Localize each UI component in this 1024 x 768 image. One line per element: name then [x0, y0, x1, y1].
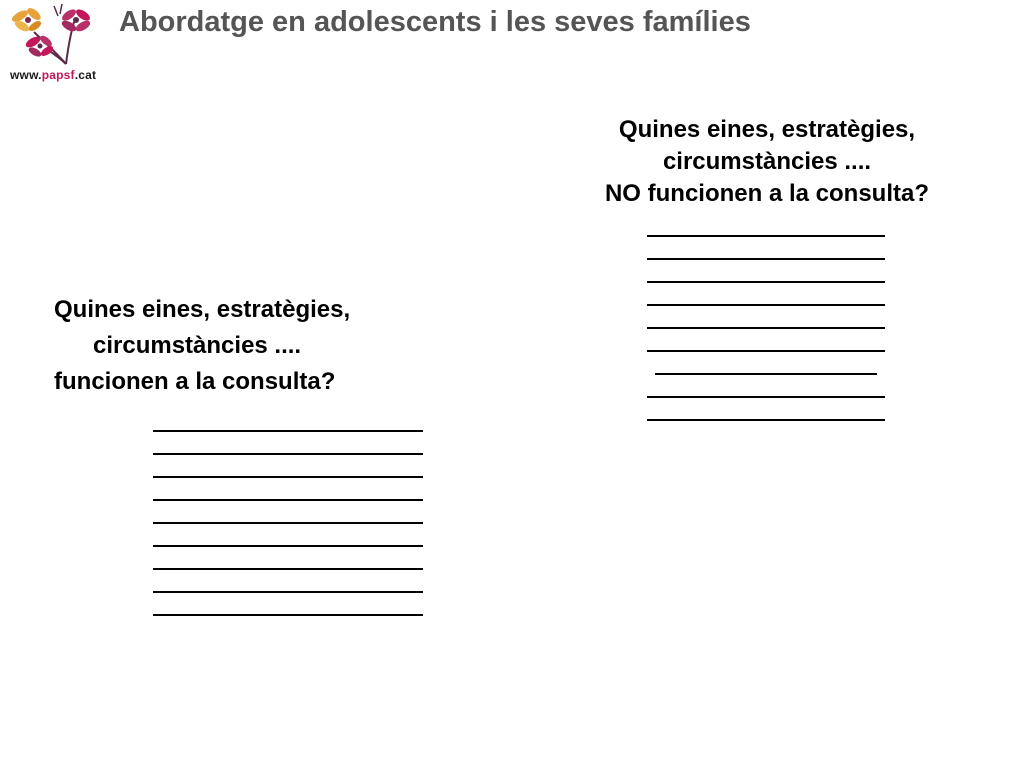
answer-line [647, 237, 885, 260]
answer-line [153, 478, 423, 501]
right-answer-lines [647, 214, 885, 421]
answer-line [647, 214, 885, 237]
answer-line [153, 593, 423, 616]
slide-title: Abordatge en adolescents i les seves famílies [119, 6, 751, 38]
logo-url [10, 68, 96, 82]
left-answer-lines [153, 409, 423, 616]
answer-line [647, 398, 885, 421]
right-question-line-3: NO funcionen a la consulta? [604, 180, 930, 207]
left-question-block [54, 292, 350, 400]
answer-line [647, 306, 885, 329]
left-question-line-3: funcionen a la consulta? [54, 368, 336, 395]
answer-line [153, 547, 423, 570]
left-question-line-2: circumstàncies .... [93, 332, 302, 359]
logo-url-prefix: www. [10, 68, 42, 82]
answer-line [655, 352, 877, 375]
logo-url-highlight: papsf [41, 68, 75, 82]
right-question-line-1: Quines eines, estratègies, [618, 116, 916, 143]
answer-line [153, 524, 423, 547]
answer-line [647, 329, 885, 352]
papsf-logo [4, 2, 108, 84]
right-question-block [560, 114, 974, 210]
left-question-line-1: Quines eines, estratègies, [54, 296, 351, 323]
flowers-logo-icon [4, 2, 108, 68]
answer-line [153, 409, 423, 432]
logo-url-suffix: .cat [74, 68, 97, 82]
answer-line [647, 283, 885, 306]
answer-line [153, 570, 423, 593]
answer-line [647, 260, 885, 283]
answer-line [153, 455, 423, 478]
right-question-line-2: circumstàncies .... [662, 148, 872, 175]
answer-line [647, 375, 885, 398]
answer-line [153, 501, 423, 524]
answer-line [153, 432, 423, 455]
